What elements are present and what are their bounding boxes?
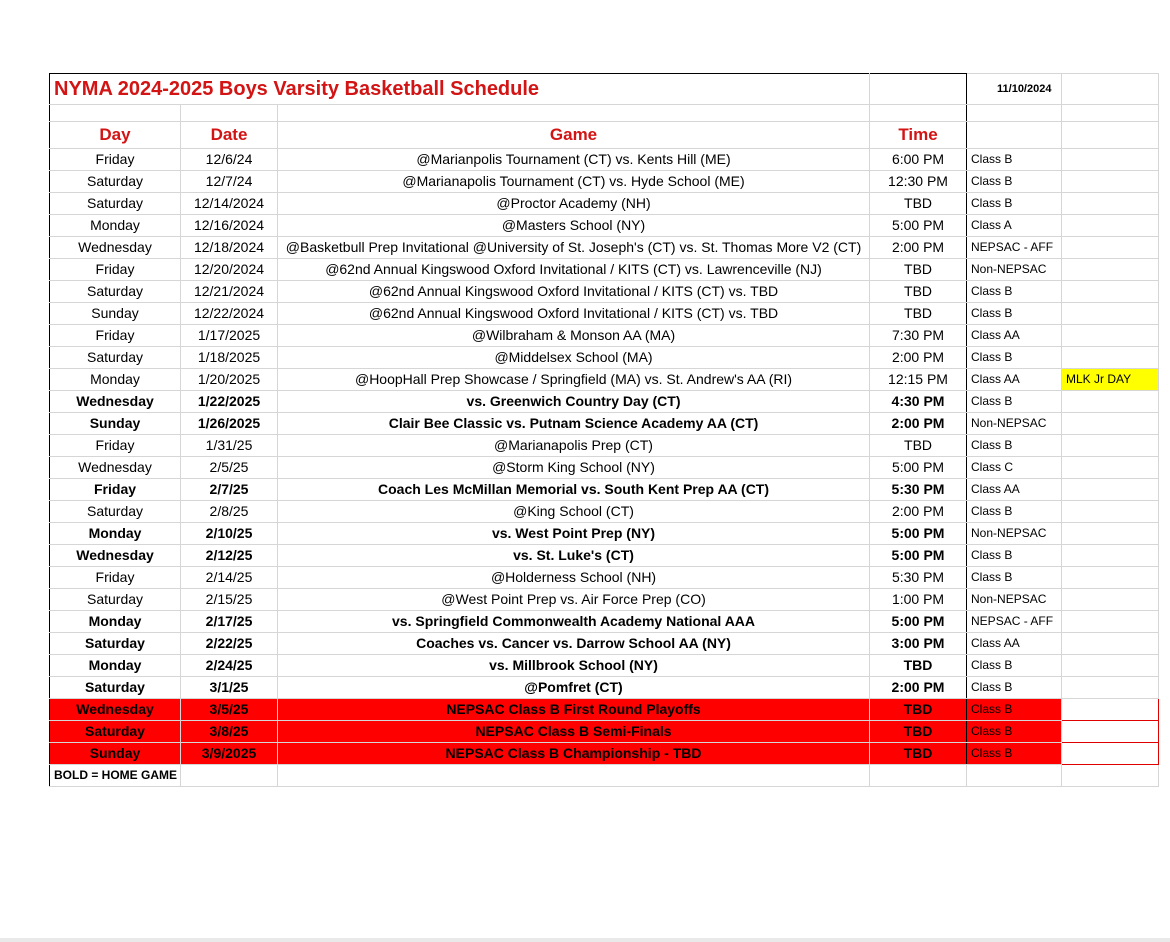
table-row: [50, 391, 1159, 413]
cell-game[interactable]: @West Point Prep vs. Air Force Prep (CO): [278, 589, 870, 611]
cell-date[interactable]: 1/26/2025: [181, 413, 278, 435]
cell-day[interactable]: Saturday: [50, 633, 181, 655]
cell[interactable]: [870, 765, 967, 787]
cell-class[interactable]: Non-NEPSAC: [967, 413, 1062, 435]
cell-date[interactable]: 12/7/24: [181, 171, 278, 193]
cell-game[interactable]: vs. St. Luke's (CT): [278, 545, 870, 567]
cell-note[interactable]: [1062, 435, 1159, 457]
table-row: [50, 677, 1159, 699]
cell-time[interactable]: TBD: [870, 303, 967, 325]
cell-date[interactable]: 3/5/25: [181, 699, 278, 721]
page-divider: [0, 938, 1170, 942]
cell-date[interactable]: 2/17/25: [181, 611, 278, 633]
cell-date[interactable]: 12/16/2024: [181, 215, 278, 237]
cell-time[interactable]: TBD: [870, 259, 967, 281]
cell-note[interactable]: [1062, 325, 1159, 347]
cell-game[interactable]: @HoopHall Prep Showcase / Springfield (MA) vs. St. Andrew's AA (RI): [278, 369, 870, 391]
cell-class[interactable]: Class B: [967, 567, 1062, 589]
table-row: [50, 347, 1159, 369]
cell-game[interactable]: Coach Les McMillan Memorial vs. South Kent Prep AA (CT): [278, 479, 870, 501]
cell-date[interactable]: 2/12/25: [181, 545, 278, 567]
cell-note[interactable]: [1062, 611, 1159, 633]
cell-day[interactable]: Wednesday: [50, 391, 181, 413]
cell-class[interactable]: Class AA: [967, 325, 1062, 347]
schedule-spreadsheet: [49, 73, 1159, 787]
cell[interactable]: [870, 105, 967, 122]
cell-note[interactable]: [1062, 655, 1159, 677]
cell-class[interactable]: Class B: [967, 545, 1062, 567]
cell-game[interactable]: @Holderness School (NH): [278, 567, 870, 589]
cell-time[interactable]: 2:00 PM: [870, 677, 967, 699]
cell-note[interactable]: [1062, 721, 1159, 743]
table-row: [50, 589, 1159, 611]
table-row: [50, 699, 1159, 721]
cell-time[interactable]: 6:00 PM: [870, 149, 967, 171]
cell-time[interactable]: 5:00 PM: [870, 457, 967, 479]
cell-day[interactable]: Saturday: [50, 721, 181, 743]
cell-day[interactable]: Wednesday: [50, 545, 181, 567]
cell-class[interactable]: Class AA: [967, 369, 1062, 391]
cell-time[interactable]: 3:00 PM: [870, 633, 967, 655]
cell-time[interactable]: 2:00 PM: [870, 347, 967, 369]
cell-note[interactable]: [1062, 633, 1159, 655]
cell-day[interactable]: Wednesday: [50, 237, 181, 259]
cell-note[interactable]: [1062, 743, 1159, 765]
cell-date[interactable]: 2/5/25: [181, 457, 278, 479]
cell-note[interactable]: [1062, 677, 1159, 699]
table-row: [50, 237, 1159, 259]
table-row: [50, 479, 1159, 501]
cell-day[interactable]: Monday: [50, 523, 181, 545]
cell[interactable]: [278, 765, 870, 787]
cell-date[interactable]: 1/20/2025: [181, 369, 278, 391]
cell-date[interactable]: 1/18/2025: [181, 347, 278, 369]
cell-date[interactable]: 3/9/2025: [181, 743, 278, 765]
header-day[interactable]: Day: [50, 122, 181, 149]
cell-time[interactable]: TBD: [870, 655, 967, 677]
cell-time[interactable]: 5:30 PM: [870, 567, 967, 589]
cell-class[interactable]: Class B: [967, 281, 1062, 303]
cell-day[interactable]: Sunday: [50, 743, 181, 765]
cell-date[interactable]: 12/21/2024: [181, 281, 278, 303]
table-row: [50, 259, 1159, 281]
table-row: [50, 171, 1159, 193]
cell-note[interactable]: [1062, 347, 1159, 369]
legend-row: [50, 765, 1159, 787]
cell[interactable]: [1062, 105, 1159, 122]
cell-class[interactable]: Class A: [967, 215, 1062, 237]
cell-time[interactable]: 2:00 PM: [870, 501, 967, 523]
cell-time[interactable]: 5:00 PM: [870, 545, 967, 567]
cell-game[interactable]: vs. Springfield Commonwealth Academy National AAA: [278, 611, 870, 633]
cell-class[interactable]: Class B: [967, 149, 1062, 171]
cell-date[interactable]: 2/14/25: [181, 567, 278, 589]
cell-day[interactable]: Saturday: [50, 501, 181, 523]
table-row: [50, 743, 1159, 765]
cell-date[interactable]: 12/20/2024: [181, 259, 278, 281]
cell-class[interactable]: Class C: [967, 457, 1062, 479]
cell-game[interactable]: @Marianapolis Tournament (CT) vs. Hyde School (ME): [278, 171, 870, 193]
header-row: [50, 122, 1159, 149]
cell-date[interactable]: 12/22/2024: [181, 303, 278, 325]
cell-day[interactable]: Sunday: [50, 303, 181, 325]
cell-time[interactable]: 2:00 PM: [870, 413, 967, 435]
cell-note[interactable]: [1062, 391, 1159, 413]
cell-day[interactable]: Friday: [50, 435, 181, 457]
cell-note[interactable]: [1062, 479, 1159, 501]
cell-day[interactable]: Friday: [50, 479, 181, 501]
cell[interactable]: [967, 105, 1062, 122]
cell-note[interactable]: [1062, 193, 1159, 215]
cell-class[interactable]: Class B: [967, 193, 1062, 215]
cell-game[interactable]: Clair Bee Classic vs. Putnam Science Academy AA (CT): [278, 413, 870, 435]
table-row: [50, 457, 1159, 479]
sheet-title[interactable]: NYMA 2024-2025 Boys Varsity Basketball Schedule: [50, 74, 870, 105]
cell-note[interactable]: [1062, 281, 1159, 303]
cell-game[interactable]: @Basketbull Prep Invitational @University of St. Joseph's (CT) vs. St. Thomas More V2 (CT): [278, 237, 870, 259]
cell[interactable]: [181, 765, 278, 787]
table-row: [50, 633, 1159, 655]
table-row: [50, 545, 1159, 567]
cell-time[interactable]: TBD: [870, 281, 967, 303]
cell-class[interactable]: NEPSAC - AFF: [967, 611, 1062, 633]
table-row: [50, 567, 1159, 589]
cell[interactable]: [181, 105, 278, 122]
cell-time[interactable]: 5:00 PM: [870, 215, 967, 237]
cell-time[interactable]: 2:00 PM: [870, 237, 967, 259]
cell[interactable]: [967, 765, 1062, 787]
cell-class[interactable]: Class B: [967, 391, 1062, 413]
cell-time[interactable]: 1:00 PM: [870, 589, 967, 611]
cell-time[interactable]: TBD: [870, 721, 967, 743]
cell-date[interactable]: 12/14/2024: [181, 193, 278, 215]
cell-game[interactable]: vs. Greenwich Country Day (CT): [278, 391, 870, 413]
cell-day[interactable]: Friday: [50, 567, 181, 589]
cell-note[interactable]: [1062, 523, 1159, 545]
table-row: [50, 149, 1159, 171]
cell-time[interactable]: 7:30 PM: [870, 325, 967, 347]
cell-day[interactable]: Sunday: [50, 413, 181, 435]
title-row: [50, 74, 1159, 105]
cell-game[interactable]: @Marianapolis Prep (CT): [278, 435, 870, 457]
cell-date[interactable]: 2/24/25: [181, 655, 278, 677]
cell-day[interactable]: Monday: [50, 611, 181, 633]
cell-day[interactable]: Saturday: [50, 193, 181, 215]
cell-day[interactable]: Wednesday: [50, 457, 181, 479]
cell-class[interactable]: NEPSAC - AFF: [967, 237, 1062, 259]
cell-class[interactable]: Class AA: [967, 633, 1062, 655]
cell[interactable]: [967, 122, 1062, 149]
table-row: [50, 435, 1159, 457]
cell-note[interactable]: [1062, 215, 1159, 237]
cell-class[interactable]: Class B: [967, 303, 1062, 325]
cell-game[interactable]: NEPSAC Class B Semi-Finals: [278, 721, 870, 743]
cell-day[interactable]: Wednesday: [50, 699, 181, 721]
cell-day[interactable]: Monday: [50, 215, 181, 237]
cell-class[interactable]: Class B: [967, 655, 1062, 677]
cell-date[interactable]: 2/8/25: [181, 501, 278, 523]
cell-note[interactable]: [1062, 171, 1159, 193]
cell[interactable]: [50, 105, 181, 122]
table-row: [50, 655, 1159, 677]
cell-date[interactable]: 2/22/25: [181, 633, 278, 655]
cell-time[interactable]: 12:30 PM: [870, 171, 967, 193]
cell-game[interactable]: @Proctor Academy (NH): [278, 193, 870, 215]
header-game[interactable]: Game: [278, 122, 870, 149]
table-row: [50, 193, 1159, 215]
cell-class[interactable]: Class B: [967, 699, 1062, 721]
cell-day[interactable]: Saturday: [50, 347, 181, 369]
table-row: [50, 721, 1159, 743]
cell-class[interactable]: Class B: [967, 501, 1062, 523]
cell-date[interactable]: 1/31/25: [181, 435, 278, 457]
cell-game[interactable]: NEPSAC Class B First Round Playoffs: [278, 699, 870, 721]
cell-note[interactable]: [1062, 501, 1159, 523]
cell-game[interactable]: @Pomfret (CT): [278, 677, 870, 699]
cell-time[interactable]: TBD: [870, 193, 967, 215]
cell-class[interactable]: Class B: [967, 743, 1062, 765]
cell[interactable]: [278, 105, 870, 122]
cell-game[interactable]: @62nd Annual Kingswood Oxford Invitational / KITS (CT) vs. TBD: [278, 281, 870, 303]
cell-time[interactable]: TBD: [870, 435, 967, 457]
table-row: [50, 369, 1159, 391]
spacer-row: [50, 105, 1159, 122]
cell-note[interactable]: [1062, 457, 1159, 479]
cell-day[interactable]: Saturday: [50, 281, 181, 303]
cell-game[interactable]: @Marianpolis Tournament (CT) vs. Kents Hill (ME): [278, 149, 870, 171]
cell-game[interactable]: NEPSAC Class B Championship - TBD: [278, 743, 870, 765]
cell-game[interactable]: @Storm King School (NY): [278, 457, 870, 479]
cell-day[interactable]: Friday: [50, 149, 181, 171]
cell-note[interactable]: MLK Jr DAY: [1062, 369, 1159, 391]
cell-time[interactable]: 5:00 PM: [870, 523, 967, 545]
cell-game[interactable]: vs. Millbrook School (NY): [278, 655, 870, 677]
cell-class[interactable]: Class B: [967, 171, 1062, 193]
cell-game[interactable]: @62nd Annual Kingswood Oxford Invitational / KITS (CT) vs. Lawrenceville (NJ): [278, 259, 870, 281]
cell-note[interactable]: [1062, 149, 1159, 171]
cell-date[interactable]: 12/6/24: [181, 149, 278, 171]
cell-note[interactable]: [1062, 699, 1159, 721]
cell-date[interactable]: 1/17/2025: [181, 325, 278, 347]
cell-day[interactable]: Friday: [50, 325, 181, 347]
cell[interactable]: [870, 74, 967, 105]
cell-time[interactable]: 5:00 PM: [870, 611, 967, 633]
cell-game[interactable]: @Masters School (NY): [278, 215, 870, 237]
cell-class[interactable]: Non-NEPSAC: [967, 589, 1062, 611]
cell-date[interactable]: 12/18/2024: [181, 237, 278, 259]
header-time[interactable]: Time: [870, 122, 967, 149]
cell-date[interactable]: 1/22/2025: [181, 391, 278, 413]
cell[interactable]: [1062, 74, 1159, 105]
table-row: [50, 215, 1159, 237]
cell-game[interactable]: Coaches vs. Cancer vs. Darrow School AA (NY): [278, 633, 870, 655]
legend-text[interactable]: BOLD = HOME GAME: [50, 765, 181, 787]
cell-game[interactable]: vs. West Point Prep (NY): [278, 523, 870, 545]
cell-date[interactable]: 3/1/25: [181, 677, 278, 699]
cell-date[interactable]: 2/10/25: [181, 523, 278, 545]
table-row: [50, 501, 1159, 523]
cell-note[interactable]: [1062, 545, 1159, 567]
cell-note[interactable]: [1062, 259, 1159, 281]
cell-note[interactable]: [1062, 589, 1159, 611]
cell-time[interactable]: TBD: [870, 743, 967, 765]
cell-game[interactable]: @Wilbraham & Monson AA (MA): [278, 325, 870, 347]
table-row: [50, 413, 1159, 435]
cell-note[interactable]: [1062, 237, 1159, 259]
table-row: [50, 303, 1159, 325]
cell-note[interactable]: [1062, 413, 1159, 435]
cell-time[interactable]: 5:30 PM: [870, 479, 967, 501]
cell-class[interactable]: Class AA: [967, 479, 1062, 501]
cell-day[interactable]: Monday: [50, 655, 181, 677]
cell-class[interactable]: Class B: [967, 721, 1062, 743]
cell-class[interactable]: Non-NEPSAC: [967, 259, 1062, 281]
table-row: [50, 281, 1159, 303]
table-row: [50, 523, 1159, 545]
cell-note[interactable]: [1062, 567, 1159, 589]
cell-note[interactable]: [1062, 303, 1159, 325]
cell[interactable]: [1062, 765, 1159, 787]
cell-date[interactable]: 3/8/25: [181, 721, 278, 743]
cell-time[interactable]: 4:30 PM: [870, 391, 967, 413]
cell-class[interactable]: Class B: [967, 435, 1062, 457]
cell-class[interactable]: Class B: [967, 677, 1062, 699]
header-date[interactable]: Date: [181, 122, 278, 149]
table-row: [50, 325, 1159, 347]
date-stamp[interactable]: 11/10/2024: [967, 74, 1062, 105]
cell-day[interactable]: Monday: [50, 369, 181, 391]
cell-game[interactable]: @Middelsex School (MA): [278, 347, 870, 369]
cell-time[interactable]: 12:15 PM: [870, 369, 967, 391]
table-row: [50, 611, 1159, 633]
cell-game[interactable]: @King School (CT): [278, 501, 870, 523]
cell-date[interactable]: 2/7/25: [181, 479, 278, 501]
cell-class[interactable]: Non-NEPSAC: [967, 523, 1062, 545]
cell-day[interactable]: Saturday: [50, 677, 181, 699]
cell-day[interactable]: Saturday: [50, 171, 181, 193]
cell-day[interactable]: Saturday: [50, 589, 181, 611]
cell-game[interactable]: @62nd Annual Kingswood Oxford Invitational / KITS (CT) vs. TBD: [278, 303, 870, 325]
cell[interactable]: [1062, 122, 1159, 149]
cell-date[interactable]: 2/15/25: [181, 589, 278, 611]
cell-class[interactable]: Class B: [967, 347, 1062, 369]
cell-day[interactable]: Friday: [50, 259, 181, 281]
cell-time[interactable]: TBD: [870, 699, 967, 721]
